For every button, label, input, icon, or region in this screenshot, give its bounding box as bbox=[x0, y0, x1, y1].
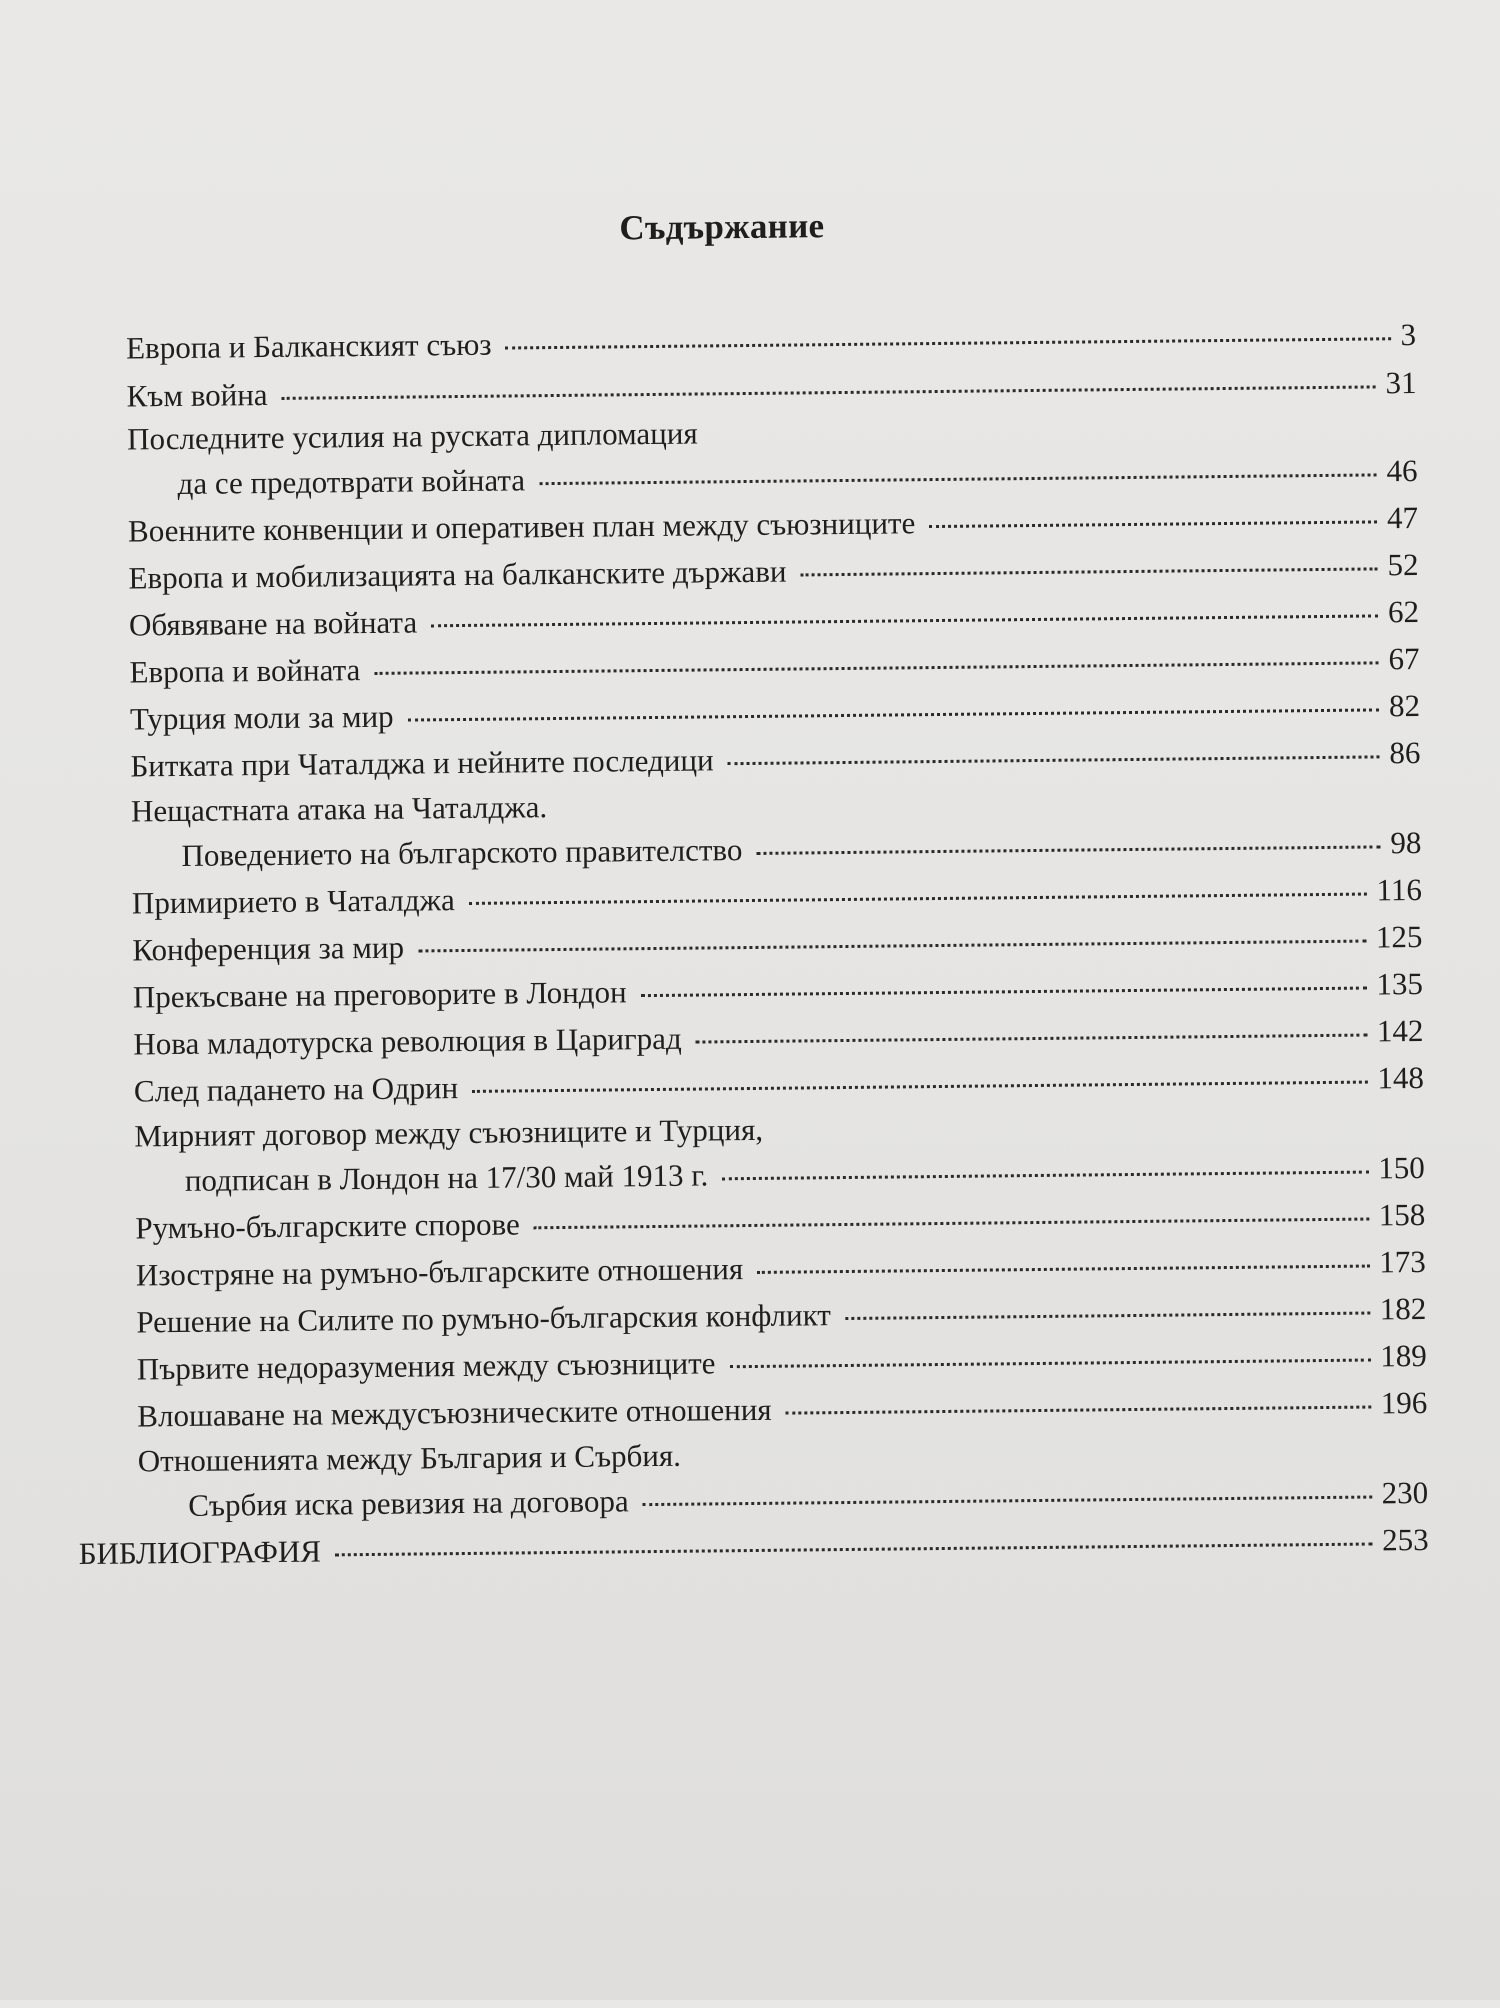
toc-entry bbox=[130, 686, 1420, 740]
dot-leader bbox=[408, 708, 1379, 721]
toc-entry bbox=[185, 1148, 1425, 1201]
toc-entry bbox=[137, 1336, 1427, 1390]
toc-entry bbox=[133, 964, 1423, 1018]
toc-entry bbox=[128, 545, 1418, 599]
dot-leader bbox=[539, 473, 1376, 485]
toc-entry-page: 196 bbox=[1380, 1384, 1428, 1421]
toc-entry-title: След падането на Одрин bbox=[133, 1070, 459, 1109]
toc-entry-title: Конференция за мир bbox=[132, 929, 405, 968]
dot-leader bbox=[757, 1265, 1369, 1274]
toc-entry bbox=[181, 823, 1421, 876]
dot-leader bbox=[472, 1081, 1367, 1093]
toc-entry-page: 82 bbox=[1388, 687, 1421, 724]
toc-entry bbox=[132, 870, 1422, 924]
toc-entry-page: 148 bbox=[1377, 1059, 1425, 1096]
toc-entry bbox=[126, 315, 1416, 369]
toc-entry-title: Европа и мобилизацията на балканските държави bbox=[128, 553, 787, 596]
toc-entry-page: 46 bbox=[1386, 452, 1418, 489]
dot-leader bbox=[469, 893, 1367, 905]
toc-entry-page: 3 bbox=[1400, 316, 1417, 353]
toc-entry-title-line1: Мирният договор между съюзниците и Турция, bbox=[134, 1111, 764, 1154]
toc-entry-page: 47 bbox=[1386, 499, 1419, 536]
dot-leader bbox=[696, 1034, 1367, 1044]
toc-entry-page: 135 bbox=[1376, 965, 1424, 1002]
dot-leader bbox=[845, 1312, 1370, 1320]
toc-entry-title: Примирието в Чаталджа bbox=[131, 882, 455, 921]
toc-entry bbox=[126, 363, 1416, 417]
toc-entry-title: Обявяване на войната bbox=[128, 604, 418, 643]
dot-leader bbox=[418, 940, 1366, 953]
toc-entry-page: 62 bbox=[1387, 593, 1420, 630]
toc-entry-title: Сърбия иска ревизия на договора bbox=[188, 1483, 629, 1523]
toc-entry-title: Румъно-българските спорове bbox=[135, 1206, 520, 1246]
toc-entry-title: да се предотврати войната bbox=[177, 462, 526, 501]
toc-entry-page: 86 bbox=[1389, 734, 1421, 771]
toc-entry-title: подписан в Лондон на 17/30 май 1913 г. bbox=[184, 1157, 709, 1198]
toc-entry-page: 142 bbox=[1376, 1012, 1424, 1049]
toc-entry bbox=[129, 592, 1419, 646]
toc-entry-title-line1: Отношенията между България и Сърбия. bbox=[137, 1437, 682, 1479]
toc-entry bbox=[136, 1242, 1426, 1296]
toc-entry-title: Нова младотурска революция в Цариград bbox=[133, 1020, 682, 1062]
toc-entry-page: 116 bbox=[1376, 871, 1423, 908]
dot-leader bbox=[374, 661, 1378, 675]
toc-entry-page: 150 bbox=[1378, 1149, 1425, 1186]
toc-entry-page: 158 bbox=[1378, 1196, 1426, 1233]
toc-entry-page: 67 bbox=[1388, 640, 1420, 677]
dot-leader bbox=[800, 567, 1377, 576]
toc-entry-title-line1: Нещастната атака на Чаталджа. bbox=[130, 789, 548, 829]
toc-entry-title: Решение на Силите по румъно-българския конфликт bbox=[136, 1297, 832, 1340]
toc-entry-page: 125 bbox=[1375, 918, 1423, 955]
toc-entry-page: 189 bbox=[1380, 1337, 1427, 1374]
dot-leader bbox=[641, 987, 1367, 998]
toc-entry-page: 182 bbox=[1379, 1290, 1427, 1327]
toc-entry bbox=[137, 1383, 1427, 1437]
toc-entry-page: 98 bbox=[1390, 824, 1422, 861]
toc-entry-page: 173 bbox=[1379, 1243, 1426, 1280]
toc-entry-title: Изостряне на румъно-българските отношения bbox=[135, 1251, 744, 1293]
toc-entry-bibliography bbox=[79, 1520, 1429, 1574]
toc-entry-page: 253 bbox=[1382, 1521, 1429, 1558]
toc-entry-title: Поведението на българското правителство bbox=[181, 832, 743, 873]
toc-entry-page: 52 bbox=[1387, 546, 1419, 583]
dot-leader bbox=[534, 1218, 1369, 1230]
toc-entry bbox=[136, 1289, 1426, 1343]
toc-entry-title: Прекъсване на преговорите в Лондон bbox=[132, 974, 627, 1015]
dot-leader bbox=[728, 755, 1380, 765]
toc-entry-title: Европа и Балканският съюз bbox=[125, 326, 492, 366]
dot-leader bbox=[729, 1359, 1370, 1369]
toc-entry-title: Влошаване на междусъюзническите отношения bbox=[137, 1391, 772, 1434]
toc-entry bbox=[132, 917, 1422, 971]
toc-entry-title: Европа и войната bbox=[129, 652, 361, 690]
dot-leader bbox=[335, 1543, 1372, 1557]
toc-entry bbox=[129, 639, 1419, 693]
toc-entry bbox=[135, 1195, 1425, 1249]
dot-leader bbox=[431, 614, 1378, 627]
toc-entry bbox=[177, 451, 1417, 504]
toc-entry-title: Първите недоразумения между съюзниците bbox=[136, 1345, 716, 1387]
toc-entry-title: Към война bbox=[126, 377, 268, 414]
toc-entry-title: Битката при Чаталджа и нейните последици bbox=[130, 742, 714, 784]
toc-entry bbox=[188, 1473, 1428, 1526]
toc-entry bbox=[133, 1011, 1423, 1065]
toc-entry-title: Военните конвенции и оперативен план между съюзниците bbox=[127, 505, 916, 549]
page-title: Съдържание bbox=[619, 206, 825, 248]
toc-entry-page: 31 bbox=[1385, 364, 1417, 401]
dot-leader bbox=[506, 337, 1391, 349]
dot-leader bbox=[756, 845, 1380, 855]
dot-leader bbox=[643, 1496, 1372, 1507]
toc-entry bbox=[130, 733, 1420, 787]
toc-entry bbox=[134, 1058, 1424, 1112]
toc-entry bbox=[128, 498, 1418, 552]
dot-leader bbox=[722, 1171, 1368, 1181]
toc-entry-title-line1: Последните усилия на руската дипломация bbox=[126, 415, 698, 457]
toc-entry-page: 230 bbox=[1381, 1474, 1429, 1511]
dot-leader bbox=[929, 520, 1377, 528]
dot-leader bbox=[282, 385, 1376, 399]
toc-entry-title: БИБЛИОГРАФИЯ bbox=[78, 1533, 322, 1572]
toc-entry-title: Турция моли за мир bbox=[129, 698, 394, 737]
dot-leader bbox=[786, 1406, 1371, 1415]
